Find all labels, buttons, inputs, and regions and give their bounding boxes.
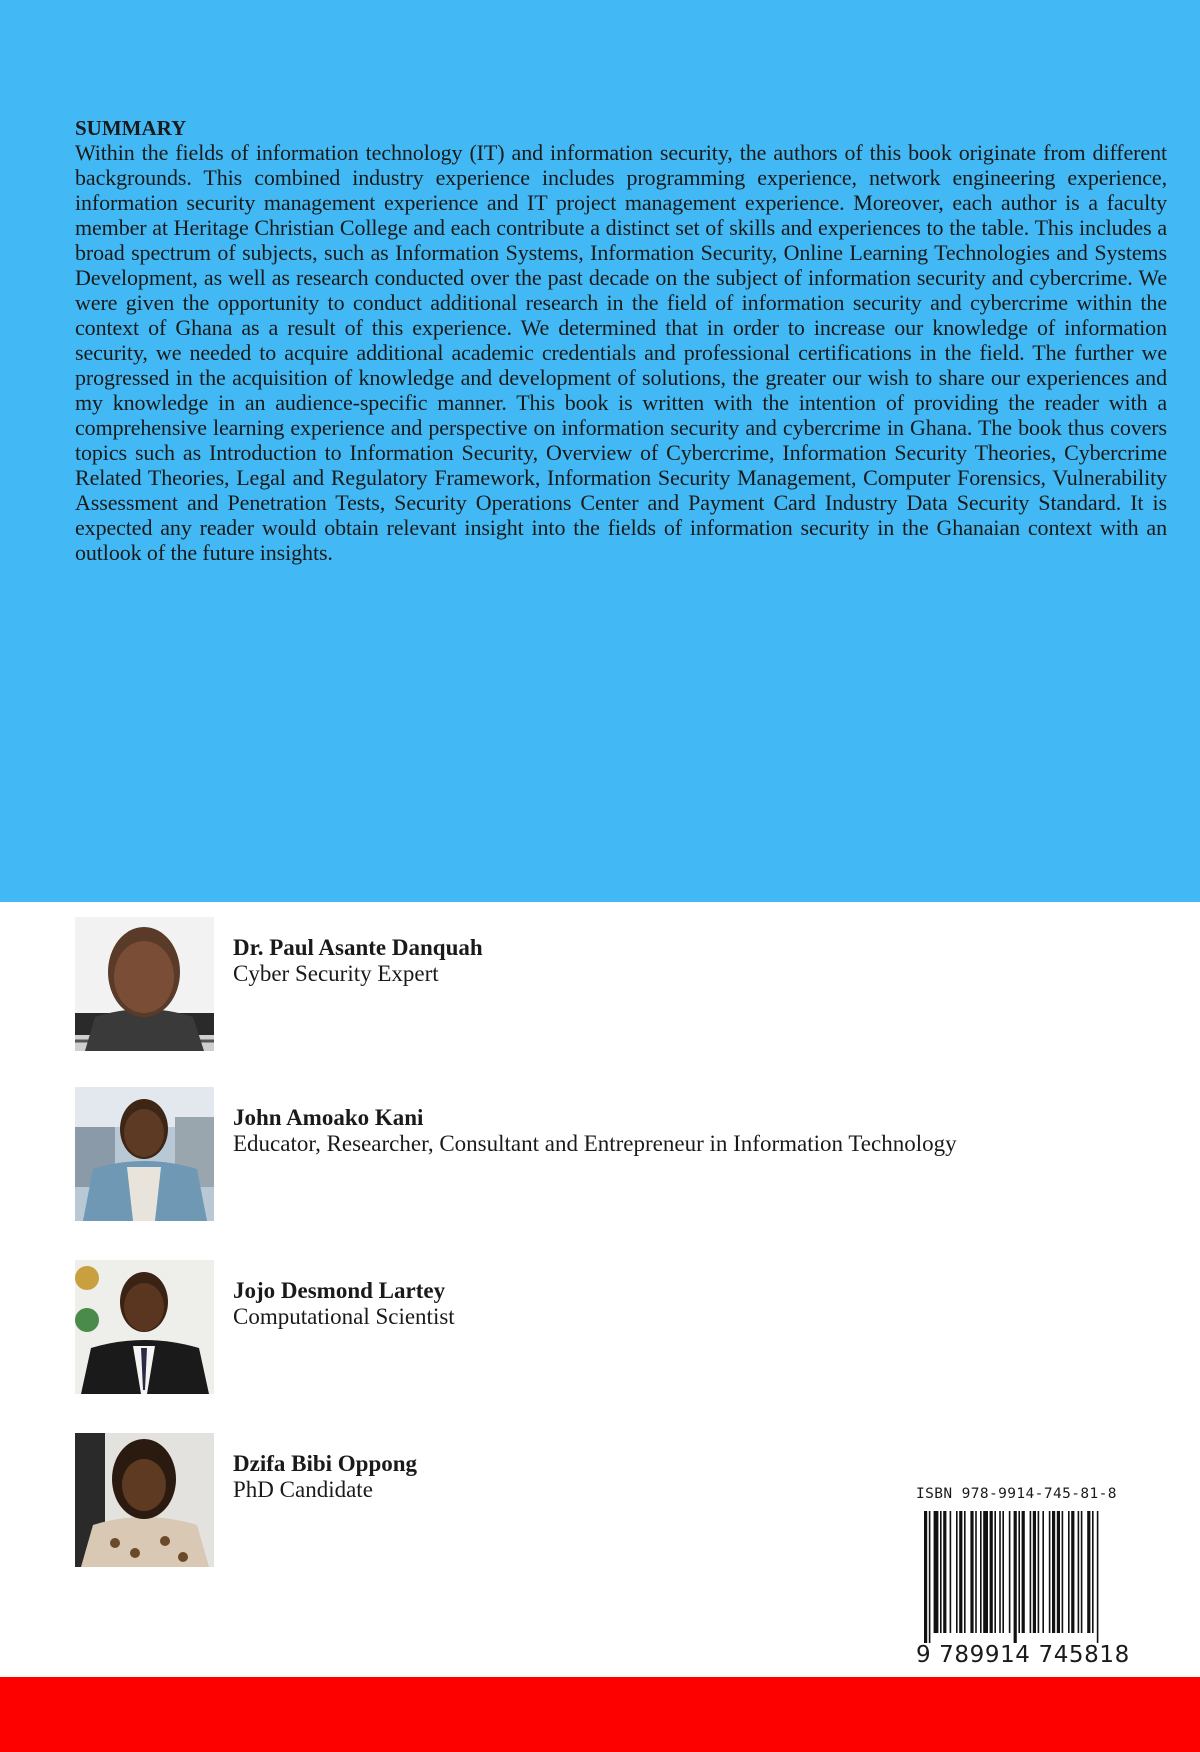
author-entry-3 (75, 1260, 975, 1396)
barcode-bar (1081, 1511, 1083, 1633)
summary-block (75, 116, 1167, 565)
author-text-2 (233, 1105, 957, 1157)
barcode-bar (956, 1511, 958, 1633)
barcode-bar (1078, 1511, 1080, 1633)
summary-text: Within the fields of information technology (IT) and information security, the authors of this book originate from different backgrounds. This combined industry experience includes programming experience, network engineering experience, information security management experience and IT project management experience. Moreover, each author is a faculty member at Heritage Christian College and each contribute a distinct set of skills and experiences to the table. This includes a broad spectrum of subjects, such as Information Systems, Information Security, Online Learning Technologies and Systems Development, as well as research conducted over the past decade on the subject of information security and cybercrime. We were given the opportunity to conduct additional research in the field of information security and cybercrime within the context of Ghana as a result of this experience. We determined that in order to increase our knowledge of information security, we needed to acquire additional academic credentials and professional certifications in the field. The further we progressed in the acquisition of knowledge and development of solutions, the greater our wish to share our experiences and my knowledge in an audience-specific manner. This book is written with the intention of providing the reader with a comprehensive learning experience and perspective on information security and cybercrime in Ghana. The book thus covers topics such as Introduction to Information Security, Overview of Cybercrime, Information Security Theories, Cybercrime Related Theories, Legal and Regulatory Framework, Information Security Management, Computer Forensics, Vulnerability Assessment and Penetration Tests, Security Operations Center and Payment Card Industry Data Security Standard. It is expected any reader would obtain relevant insight into the fields of information security in the Ghanaian context with an outlook of the future insights. (75, 140, 1167, 565)
barcode-bar (999, 1511, 1001, 1633)
author-text-1 (233, 935, 483, 987)
barcode-bar (1068, 1511, 1070, 1633)
barcode-bar (1057, 1511, 1060, 1633)
author-name: Jojo Desmond Lartey (233, 1278, 446, 1303)
author-entry-4 (75, 1433, 975, 1569)
author-photo-3 (75, 1260, 214, 1394)
author-text-4 (233, 1451, 417, 1503)
barcode-bar (964, 1511, 966, 1633)
barcode-bar (934, 1511, 939, 1633)
barcode-bar (970, 1511, 973, 1633)
author-role: Cyber Security Expert (233, 961, 439, 986)
barcode-bar (943, 1511, 946, 1633)
author-text-3 (233, 1278, 455, 1330)
barcode-bar (994, 1511, 996, 1633)
barcode-bar (1030, 1511, 1032, 1633)
barcode-bar (975, 1511, 977, 1633)
barcode-bar (959, 1511, 962, 1633)
author-entry-2 (75, 1087, 975, 1223)
barcode-bar (1018, 1511, 1020, 1633)
barcode-bar (1062, 1511, 1064, 1633)
barcode-bar (1092, 1511, 1094, 1633)
author-role: Computational Scientist (233, 1304, 455, 1329)
barcode-bar (1022, 1511, 1025, 1633)
author-name: John Amoako Kani (233, 1105, 424, 1130)
barcode-bar (990, 1511, 993, 1633)
barcode-bar (940, 1511, 942, 1633)
summary-heading: SUMMARY (75, 116, 187, 140)
author-entry-1 (75, 917, 975, 1053)
barcode-bar (980, 1511, 982, 1633)
barcode-bar (1014, 1511, 1017, 1643)
barcode-bar (929, 1511, 931, 1643)
isbn-barcode (914, 1484, 1130, 1670)
author-name: Dr. Paul Asante Danquah (233, 935, 483, 960)
author-photo-1 (75, 917, 214, 1051)
author-name: Dzifa Bibi Oppong (233, 1451, 418, 1476)
author-photo-2 (75, 1087, 214, 1221)
barcode-bar (924, 1511, 927, 1643)
barcode-bar (1049, 1511, 1051, 1633)
barcode-bar (1087, 1511, 1090, 1633)
bottom-band (0, 1677, 1200, 1752)
barcode-bar (1009, 1511, 1011, 1633)
barcode-bar (1038, 1511, 1040, 1633)
author-photo-4 (75, 1433, 214, 1567)
barcode-bar (1002, 1511, 1004, 1633)
barcode-bar (1052, 1511, 1055, 1633)
isbn-label: ISBN 978-9914-745-81-8 (916, 1486, 1117, 1502)
barcode-bar (983, 1511, 988, 1633)
barcode-bar (1097, 1511, 1099, 1643)
barcode-image (914, 1511, 1124, 1643)
barcode-digits: 9 789914 745818 (916, 1642, 1130, 1668)
barcode-bar (1033, 1511, 1036, 1633)
author-role: Educator, Researcher, Consultant and Entrepreneur in Information Technology (233, 1131, 957, 1156)
author-role: PhD Candidate (233, 1477, 373, 1502)
barcode-bar (950, 1511, 952, 1633)
barcode-bar (1042, 1511, 1044, 1633)
barcode-bar (1071, 1511, 1074, 1633)
